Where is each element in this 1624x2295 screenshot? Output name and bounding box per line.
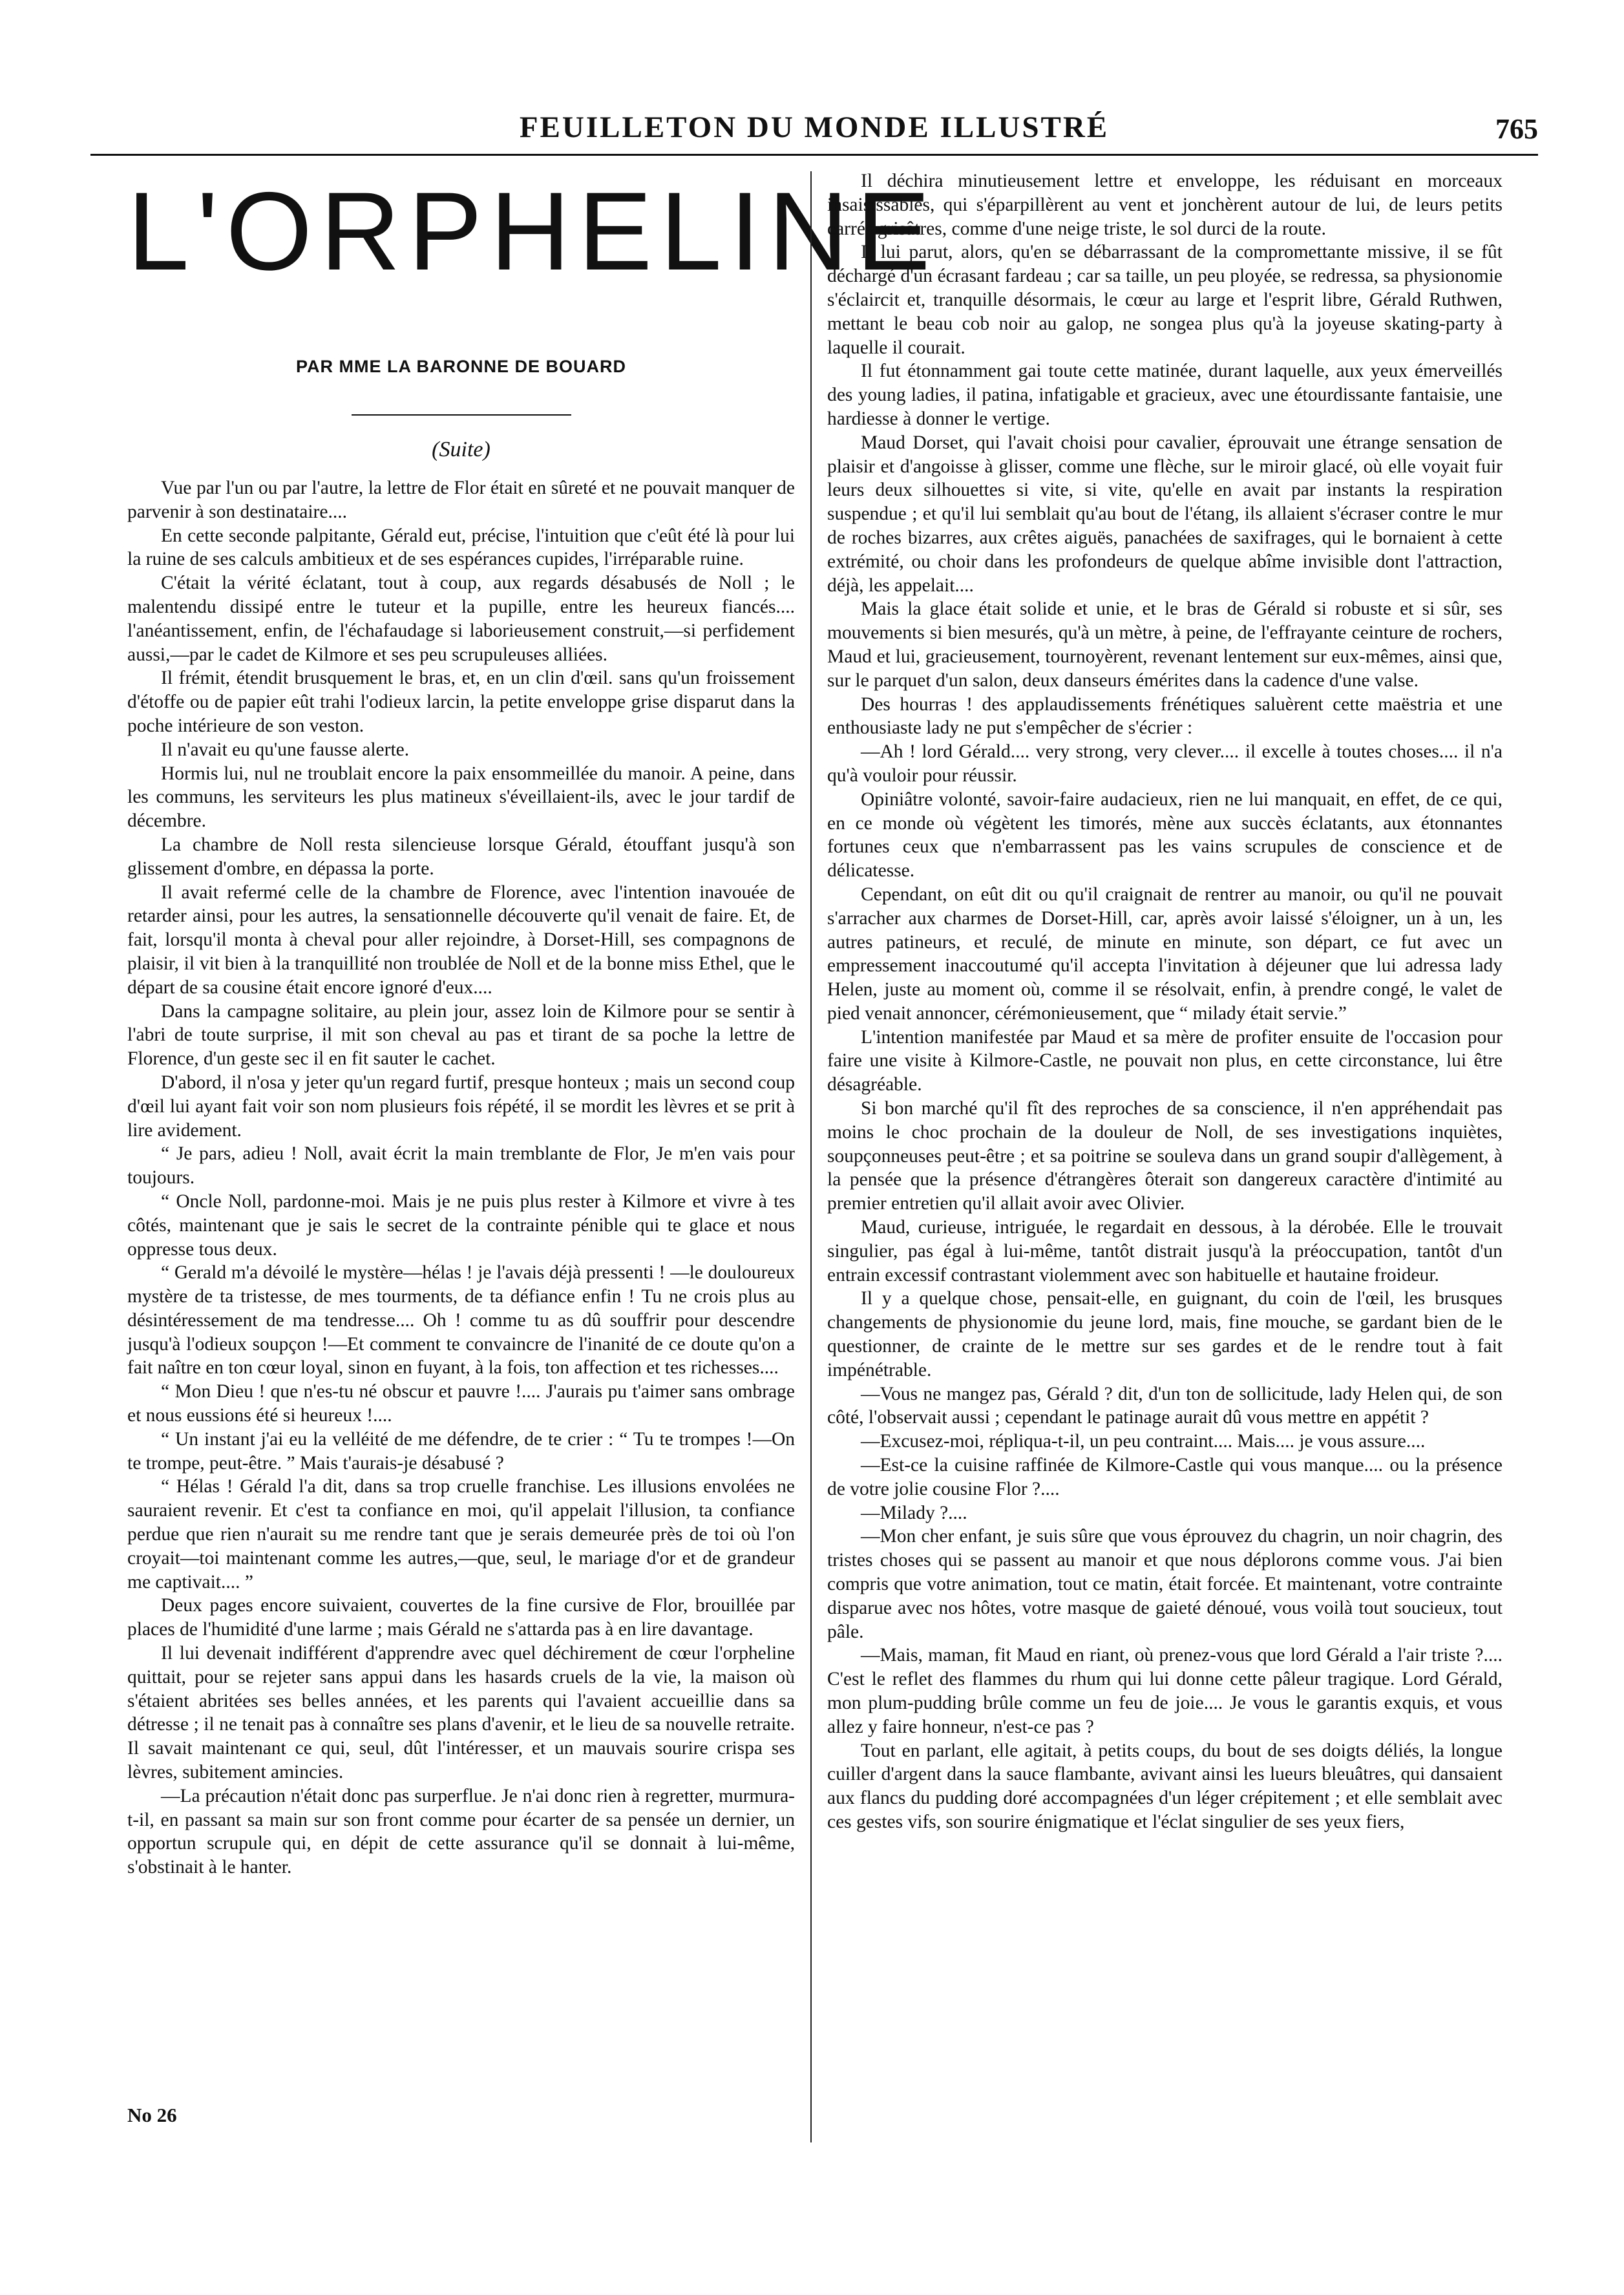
- paragraph: Il lui devenait indifférent d'apprendre avec quel déchirement de cœur l'orpheline quittait, pour se rejeter sans appui dans les hasards cruels de la vie, la maison où s'étaient abritées ses belles années, et les parents qui l'avaient accueillie dans sa détresse ; il ne tenait pas à connaître ses plans d'avenir, et le lieu de sa nouvelle retraite. Il savait maintenant ce qui, seul, dût l'intéresser, et un mauvais sourire crispa ses lèvres, subitement amincies.: [127, 1643, 795, 1783]
- paragraph: L'intention manifestée par Maud et sa mère de profiter ensuite de l'occasion pour faire une visite à Kilmore-Castle, ne pouvait non plus, en cette circonstance, lui être désagréable.: [827, 1026, 1503, 1095]
- paragraph: Si bon marché qu'il fît des reproches de sa conscience, il n'en appréhendait pas moins le choc prochain de la douleur de Noll, de ses investigations inquiètes, soupçonneuses peut-être ; et sa poitrine se souleva dans un grand soupir d'allègement, à la pensée que la présence d'étrangères ôterait son dangereux caractère d'intimité au premier entretien qu'il allait avoir avec Olivier.: [827, 1098, 1503, 1214]
- paragraph: Deux pages encore suivaient, couvertes de la fine cursive de Flor, brouillée par places de l'humidité d'une larme ; mais Gérald ne s'attarda pas à en lire davantage.: [127, 1595, 795, 1640]
- paragraph: Il lui parut, alors, qu'en se débarrassant de la compromettante missive, il se fût déchargé d'un écrasant fardeau ; car sa taille, un peu ployée, se redressa, sa physionomie s'éclaircit et, tranquille désormais, le cœur au large et l'esprit libre, Gérald Ruthwen, mettant le beau cob noir au galop, ne songea plus qu'à la joyeuse skating-party à laquelle il courait.: [827, 242, 1503, 358]
- paragraph: —Est-ce la cuisine raffinée de Kilmore-Castle qui vous manque.... ou la présence de votre jolie cousine Flor ?....: [827, 1455, 1503, 1499]
- issue-number: No 26: [127, 2104, 177, 2126]
- header-rule: [90, 154, 1538, 156]
- paragraph: —Vous ne mangez pas, Gérald ? dit, d'un ton de sollicitude, lady Helen qui, de son côté, l'observait aussi ; cependant le patinage aurait dû vous mettre en appétit ?: [827, 1383, 1503, 1428]
- page-header: [90, 110, 1538, 155]
- paragraph: Opiniâtre volonté, savoir-faire audacieux, rien ne lui manquait, en effet, de ce qui, en ce monde où végètent les timorés, mène aux succès éclatants, aux étonnantes fortunes ceux que n'embarrassent pas les vains scrupules de conscience et de délicatesse.: [827, 788, 1503, 882]
- paragraph: Maud Dorset, qui l'avait choisi pour cavalier, éprouvait une étrange sensation de plaisir et d'angoisse à glisser, comme une flèche, sur le miroir glacé, où elle voyait fuir leurs deux silhouettes si vite, si vite, qu'elle en avait par instants la respiration suspendue ; et qu'il lui semblait qu'au bout de l'étang, ils allaient s'écraser contre le mur de roches bizarres, aux crêtes aiguës, panachées de saxifrages, qui le bornaient à cette extrémité, ou choir dans les profondeurs de quelque abîme invisible dont l'attraction, déjà, les appelait....: [827, 432, 1503, 596]
- continuation-label: (Suite): [432, 438, 490, 461]
- paragraph: —Excusez-moi, répliqua-t-il, un peu contraint.... Mais.... je vous assure....: [861, 1431, 1426, 1452]
- right-column: [827, 169, 1503, 1834]
- column-divider: [810, 171, 812, 2142]
- paragraph: —Mais, maman, fit Maud en riant, où prenez-vous que lord Gérald a l'air triste ?.... C'est le reflet des flammes du rhum qui lui donne cette pâleur tragique. Lord Gérald, mon plum-pudding brûle comme un feu de joie.... Je vous le garantis exquis, et vous allez y faire honneur, n'est-ce pas ?: [827, 1645, 1503, 1737]
- paragraph: Tout en parlant, elle agitait, à petits coups, du bout de ses doigts déliés, la longue cuiller d'argent dans la sauce flambante, avivant ainsi les lueurs bleuâtres, qui dansaient aux flancs du pudding doré accompagnées d'un léger crépitement ; et elle semblait avec ces gestes vifs, son sourire énigmatique et l'éclat singulier de ses yeux fiers,: [827, 1740, 1503, 1832]
- paragraph: Il n'avait eu qu'une fausse alerte.: [161, 739, 410, 760]
- running-head: FEUILLETON DU MONDE ILLUSTRÉ: [519, 111, 1110, 144]
- paragraph: Il y a quelque chose, pensait-elle, en guignant, du coin de l'œil, les brusques changements de physionomie du jeune lord, mais, fine mouche, se gardant bien de le questionner, de crainte de le mettre sur ses gardes et de le rendre tout à fait impénétrable.: [827, 1288, 1503, 1380]
- paragraph: Il frémit, étendit brusquement le bras, et, en un clin d'œil. sans qu'un froissement d'étoffe ou de papier eût trahi l'odieux larcin, la petite enveloppe grise disparut dans la poche intérieure de son veston.: [127, 668, 795, 736]
- paragraph: —Milady ?....: [861, 1502, 967, 1523]
- paragraph: Cependant, on eût dit ou qu'il craignait de rentrer au manoir, ou qu'il ne pouvait s'arracher aux charmes de Dorset-Hill, car, après avoir laissé s'éloigner, un à un, les autres patineurs, et reculé, de minute en minute, son départ, ce fut avec un empressement inaccoutumé qu'il accepta l'invitation à déjeuner que lui adressa lady Helen, juste au moment où, comme il se résolvait, enfin, à prendre congé, le valet de pied venait annoncer, cérémonieusement, que “ milady était servie.”: [827, 883, 1503, 1024]
- right-column-text: [827, 169, 1503, 1834]
- paragraph: “ Hélas ! Gérald l'a dit, dans sa trop cruelle franchise. Les illusions envolées ne sauraient revenir. Et c'est ta confiance en moi, qu'il appelait l'illusion, ta confiance perdue que rien n'aurait su me rendre tant que je serais demeurée près de toi où l'on croyait—toi maintenant comme les autres,—que, seul, le mariage d'or et de grandeur me captivait.... ”: [127, 1476, 795, 1592]
- paragraph: Vue par l'un ou par l'autre, la lettre de Flor était en sûreté et ne pouvait manquer de parvenir à son destinataire....: [127, 478, 795, 522]
- paragraph: D'abord, il n'osa y jeter qu'un regard furtif, presque honteux ; mais un second coup d'œil lui ayant fait voir son nom plusieurs fois répété, il se mordit les lèvres et se prit à lire avidement.: [127, 1072, 795, 1141]
- paragraph: Il fut étonnamment gai toute cette matinée, durant laquelle, aux yeux émerveillés des young ladies, il patina, infatigable et gracieux, avec une étourdissante fantaisie, une hardiesse à donner le vertige.: [827, 361, 1503, 429]
- byline: PAR MME LA BARONNE DE BOUARD: [296, 357, 626, 376]
- paragraph: —Ah ! lord Gérald.... very strong, very clever.... il excelle à toutes choses.... il n'a qu'à vouloir pour réussir.: [827, 741, 1503, 786]
- paragraph: “ Je pars, adieu ! Noll, avait écrit la main tremblante de Flor, Je m'en vais pour toujours.: [127, 1143, 795, 1189]
- paragraph: —La précaution n'était donc pas surperflue. Je n'ai donc rien à regretter, murmura-t-il, en passant sa main sur son front comme pour écarter de sa pensée un dernier, un opportun scrupule qui, en dépit de cette assurance qu'il se donnait à lui-même, s'obstinait à le hanter.: [127, 1785, 795, 1878]
- paragraph: C'était la vérité éclatant, tout à coup, aux regards désabusés de Noll ; le malentendu dissipé entre le tuteur et la pupille, entre les heureux fiancés.... l'anéantissement, enfin, de l'échafaudage si laborieusement construit,—si perfidement aussi,—par le cadet de Kilmore et ses peu scrupuleuses alliées.: [127, 573, 795, 665]
- left-column-text: [127, 476, 795, 1879]
- paragraph: “ Oncle Noll, pardonne-moi. Mais je ne puis plus rester à Kilmore et vivre à tes côtés, maintenant que je sais le secret de la contrainte pénible qui te glace et nous oppresse tous deux.: [127, 1190, 795, 1260]
- paragraph: La chambre de Noll resta silencieuse lorsque Gérald, étouffant jusqu'à son glissement d'ombre, en dépassa la porte.: [127, 834, 795, 879]
- page-number: 765: [1495, 113, 1538, 145]
- paragraph: Des hourras ! des applaudissements frénétiques saluèrent cette maëstria et une enthousiaste lady ne put s'empêcher de s'écrier :: [827, 693, 1503, 739]
- paragraph: En cette seconde palpitante, Gérald eut, précise, l'intuition que c'eût été là pour lui la ruine de ses calculs ambitieux et de ses espérances cupides, l'irréparable ruine.: [127, 525, 795, 570]
- paragraph: Il avait refermé celle de la chambre de Florence, avec l'intention inavouée de retarder ainsi, pour les autres, la sensationnelle découverte qu'il venait de faire. Et, de fait, lorsqu'il monta à cheval pour aller rejoindre, à Dorset-Hill, ses compagnons de plaisir, il vit bien à la tranquillité non troublée de Noll et de la bonne miss Ethel, que le départ de sa cousine était encore ignoré d'eux....: [127, 882, 795, 998]
- story-title: L'ORPHELINE: [127, 169, 938, 293]
- paragraph: —Mon cher enfant, je suis sûre que vous éprouvez du chagrin, un noir chagrin, des tristes choses qui se passent au manoir et que nous déplorons comme vous. J'ai bien compris que votre animation, tout ce matin, était forcée. Et maintenant, votre contrainte disparue avec nos hôtes, votre masque de gaieté dénoué, vous voilà tout soucieux, tout pâle.: [827, 1526, 1503, 1642]
- paragraph: Hormis lui, nul ne troublait encore la paix ensommeillée du manoir. A peine, dans les communs, les serviteurs les plus matineux s'éveillaient-ils, avec le jour tardif de décembre.: [127, 763, 795, 832]
- paragraph: Dans la campagne solitaire, au plein jour, assez loin de Kilmore pour se sentir à l'abri de toute surprise, il mit son cheval au pas et tirant de sa poche la lettre de Florence, d'un geste sec il en fit sauter le cachet.: [127, 1000, 795, 1070]
- paragraph: Maud, curieuse, intriguée, le regardait en dessous, à la dérobée. Elle le trouvait singulier, pas égal à lui-même, tantôt distrait jusqu'à la préoccupation, tantôt d'un entrain excessif contrastant violemment avec son habituelle et hautaine froideur.: [827, 1217, 1503, 1285]
- paragraph: “ Mon Dieu ! que n'es-tu né obscur et pauvre !.... J'aurais pu t'aimer sans ombrage et nous eussions été si heureux !....: [127, 1381, 795, 1426]
- paragraph: “ Un instant j'ai eu la velléité de me défendre, de te crier : “ Tu te trompes !—On te trompe, peut-être. ” Mais t'aurais-je désabusé ?: [127, 1428, 795, 1474]
- paragraph: “ Gerald m'a dévoilé le mystère—hélas ! je l'avais déjà pressenti ! —le douloureux mystère de ta tristesse, de mes tourments, de ta défiance enfin ! Tu ne crois plus au désintéressement de ma tendresse.... Oh ! comme tu as dû souffrir pour descendre jusqu'à l'odieux soupçon !—Et comment te convaincre de l'inanité de ce doute qu'on a fait naître en ton cœur loyal, sinon en fuyant, à la fois, ton affection et tes richesses....: [127, 1262, 795, 1379]
- paragraph: Mais la glace était solide et unie, et le bras de Gérald si robuste et si sûr, ses mouvements si bien mesurés, qu'à un mètre, à peine, de l'effrayante ceinture de rochers, Maud et lui, gracieusement, tournoyèrent, revenant lentement sur eux-mêmes, ainsi que, sur le parquet d'un salon, deux danseurs émérites dans la cadence d'une valse.: [827, 598, 1503, 691]
- paragraph: Il déchira minutieusement lettre et enveloppe, les réduisant en morceaux insaisissables, qui s'éparpillèrent au vent et jonchèrent autour de lui, de leurs petits carrés grisâtres, comme d'une neige triste, le sol durci de la route.: [827, 171, 1503, 239]
- byline-rule: [352, 414, 571, 416]
